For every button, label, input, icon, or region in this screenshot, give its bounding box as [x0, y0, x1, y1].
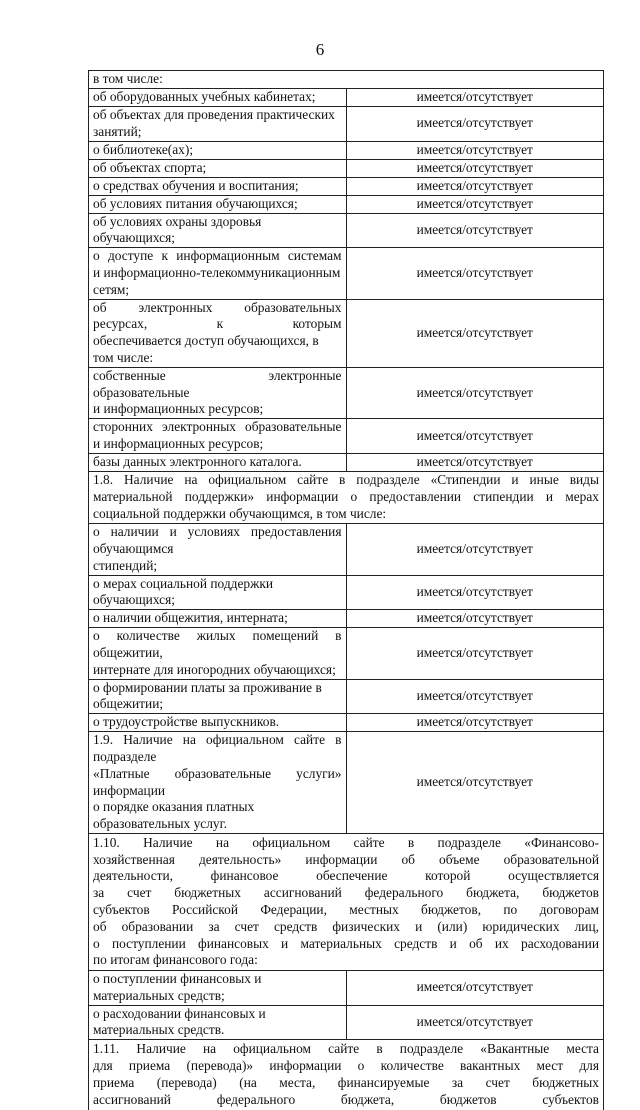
table-row [89, 213, 604, 248]
status-cell: имеется/отсутствует [346, 367, 604, 418]
table-row [89, 107, 604, 142]
row-label: об условиях охраны здоровья обучающихся; [89, 213, 347, 248]
table-row [89, 159, 604, 177]
table-row [89, 71, 604, 89]
section-heading: 1.8. Наличие на официальном сайте в подразделе «Стипендии и иные виды материальной поддержки» информации о предоставлении стипендии и мерах социальной поддержки обучающимся, в том числе: [89, 472, 604, 524]
status-cell: имеется/отсутствует [346, 1005, 604, 1040]
status-cell: имеется/отсутствует [346, 248, 604, 299]
row-label: сторонних электронных образовательные и информационных ресурсов; [89, 419, 347, 454]
status-cell: имеется/отсутствует [346, 195, 604, 213]
row-label: о средствах обучения и воспитания; [89, 177, 347, 195]
table-row [89, 419, 604, 454]
row-label: собственные электронные образовательные и информационных ресурсов; [89, 367, 347, 418]
section-heading: 1.10. Наличие на официальном сайте в подразделе «Финансово- хозяйственная деятельность» информации об объеме образовательной деятельности, финансовое обеспечение которой осуществляется за счет бюджетных ассигнований федерального бюджета, бюджетов субъектов Российской Федерации, местных бюджетов, по договорам об образовании за счет средств физических и (или) юридических лиц, о поступлении финансовых и материальных средств и об их расходовании по итогам финансового года: [89, 833, 604, 970]
table-row [89, 628, 604, 679]
status-cell: имеется/отсутствует [346, 732, 604, 834]
criteria-table [88, 70, 604, 1110]
row-label: об оборудованных учебных кабинетах; [89, 89, 347, 107]
section-row [89, 833, 604, 970]
status-cell: имеется/отсутствует [346, 177, 604, 195]
row-label: об объектах для проведения практических занятий; [89, 107, 347, 142]
table-row [89, 679, 604, 714]
page-number: 6 [315, 40, 325, 59]
section-heading: 1.11. Наличие на официальном сайте в подразделе «Вакантные места для приема (перевода)» информации о количестве вакантных мест для приема (перевода) (на места, финансируемые за счет бюджетных ассигнований федерального бюджета, бюджетов субъектов [89, 1040, 604, 1110]
row-label: о наличии общежития, интерната; [89, 610, 347, 628]
table-row [89, 1005, 604, 1040]
status-cell: имеется/отсутствует [346, 213, 604, 248]
status-cell: имеется/отсутствует [346, 679, 604, 714]
status-cell: имеется/отсутствует [346, 89, 604, 107]
table-row [89, 454, 604, 472]
status-cell: имеется/отсутствует [346, 107, 604, 142]
section-row [89, 1040, 604, 1110]
status-cell: имеется/отсутствует [346, 159, 604, 177]
status-cell: имеется/отсутствует [346, 299, 604, 367]
row-label: в том числе: [89, 71, 604, 89]
table-row [89, 177, 604, 195]
table-row [89, 732, 604, 834]
status-cell: имеется/отсутствует [346, 454, 604, 472]
row-label: о расходовании финансовых и материальных средств. [89, 1005, 347, 1040]
table-row [89, 610, 604, 628]
row-label: о трудоустройстве выпускников. [89, 714, 347, 732]
row-label: о количестве жилых помещений в общежитии, интернате для иногородних обучающихся; [89, 628, 347, 679]
table-row [89, 195, 604, 213]
table-row [89, 248, 604, 299]
row-label: о наличии и условиях предоставления обучающимся стипендий; [89, 524, 347, 575]
table-row [89, 89, 604, 107]
row-label: базы данных электронного каталога. [89, 454, 347, 472]
table-row [89, 524, 604, 575]
status-cell: имеется/отсутствует [346, 714, 604, 732]
status-cell: имеется/отсутствует [346, 524, 604, 575]
row-label: о поступлении финансовых и материальных средств; [89, 970, 347, 1005]
status-cell: имеется/отсутствует [346, 419, 604, 454]
row-label: об объектах спорта; [89, 159, 347, 177]
status-cell: имеется/отсутствует [346, 575, 604, 610]
table-row [89, 141, 604, 159]
status-cell: имеется/отсутствует [346, 628, 604, 679]
table-row [89, 714, 604, 732]
row-label: о мерах социальной поддержки обучающихся; [89, 575, 347, 610]
row-label: о доступе к информационным системам и информационно-телекоммуникационным сетям; [89, 248, 347, 299]
table-row [89, 367, 604, 418]
row-label: об электронных образовательных ресурсах, к которым обеспечивается доступ обучающихся, в том числе: [89, 299, 347, 367]
table-row [89, 575, 604, 610]
row-label: об условиях питания обучающихся; [89, 195, 347, 213]
row-label: 1.9. Наличие на официальном сайте в подразделе «Платные образовательные услуги» информации о порядке оказания платных образовательных услуг. [89, 732, 347, 834]
table-row [89, 299, 604, 367]
section-row [89, 472, 604, 524]
row-label: о формировании платы за проживание в общежитии; [89, 679, 347, 714]
status-cell: имеется/отсутствует [346, 970, 604, 1005]
row-label: о библиотеке(ах); [89, 141, 347, 159]
status-cell: имеется/отсутствует [346, 610, 604, 628]
table-row [89, 970, 604, 1005]
status-cell: имеется/отсутствует [346, 141, 604, 159]
